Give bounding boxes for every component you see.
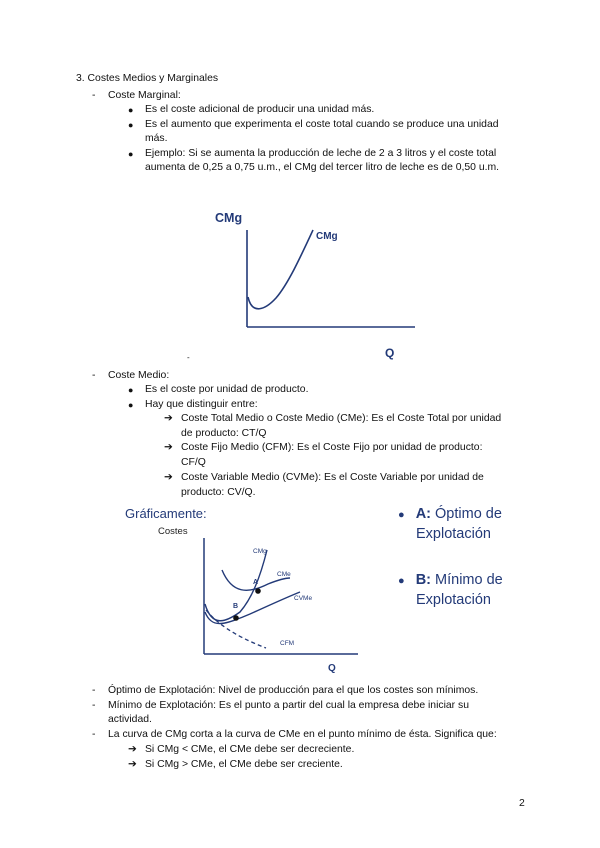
- marginal-bullet-3-cont: aumenta de 0,25 a 0,75 u.m., el CMg del tercer litro de leche es de 0,50 u.m.: [145, 162, 500, 173]
- bullet-dot: ●: [128, 385, 134, 395]
- list-dash: -: [92, 90, 96, 101]
- graph2-xlabel: Q: [328, 663, 336, 674]
- bullet-dot: ●: [128, 105, 134, 115]
- medio-sub-3-cont: producto: CV/Q.: [181, 487, 256, 498]
- list-dash: -: [92, 700, 96, 711]
- bottom-item-3: La curva de CMg corta a la curva de CMe en el punto mínimo de ésta. Significa que:: [108, 729, 497, 740]
- legend-a: [398, 505, 502, 544]
- graph2-ylabel: Costes: [158, 526, 188, 537]
- legend-a-line1: Óptimo de: [435, 506, 502, 522]
- label-cmg: CMg: [253, 548, 267, 555]
- legend-b-line2: Explotación: [416, 592, 491, 608]
- section-heading: 3. Costes Medios y Marginales: [76, 73, 219, 84]
- medio-title: Coste Medio:: [108, 370, 170, 381]
- legend-a-line2: Explotación: [416, 526, 491, 542]
- graph1-curve-label: CMg: [316, 231, 338, 242]
- medio-bullet-2: Hay que distinguir entre:: [145, 399, 258, 410]
- stray-mark: -: [187, 353, 190, 362]
- marginal-title: Coste Marginal:: [108, 90, 181, 101]
- list-dash: -: [92, 729, 96, 740]
- label-b: B: [233, 603, 239, 610]
- legend-b-line1: Mínimo de: [435, 572, 503, 588]
- bottom-item-1: Óptimo de Explotación: Nivel de producción para el que los costes son mínimos.: [108, 685, 479, 696]
- cost-curves-graph: [150, 520, 390, 680]
- cmg-curve: [248, 230, 313, 309]
- medio-bullet-1: Es el coste por unidad de producto.: [145, 384, 309, 395]
- point-b: [233, 615, 239, 621]
- bottom-item-2-cont: actividad.: [108, 714, 152, 725]
- list-dash: -: [92, 370, 96, 381]
- marginal-bullet-2: Es el aumento que experimenta el coste total cuando se produce una unidad: [145, 119, 499, 130]
- medio-sub-2-cont: CF/Q: [181, 457, 206, 468]
- medio-sub-1: Coste Total Medio o Coste Medio (CMe): Es el Coste Total por unidad: [181, 413, 502, 424]
- arrow-icon: ➔: [128, 759, 137, 770]
- marginal-bullet-3: Ejemplo: Si se aumenta la producción de leche de 2 a 3 litros y el coste total: [145, 148, 497, 159]
- label-cme: CMe: [277, 571, 291, 578]
- list-dash: -: [92, 685, 96, 696]
- medio-sub-3: Coste Variable Medio (CVMe): Es el Coste Variable por unidad de: [181, 472, 484, 483]
- arrow-icon: ➔: [164, 442, 173, 453]
- legend-dot: ●: [398, 575, 405, 587]
- label-a: A: [253, 579, 259, 586]
- cmg-graph: [200, 200, 460, 360]
- point-a: [255, 588, 261, 594]
- label-cvme: CVMe: [294, 595, 313, 602]
- bullet-dot: ●: [128, 120, 134, 130]
- legend-a-key: A:: [415, 506, 431, 522]
- graficamente-title: Gráficamente:: [125, 506, 207, 521]
- graph1-xlabel: Q: [385, 346, 395, 360]
- arrow-icon: ➔: [128, 744, 137, 755]
- arrow-icon: ➔: [164, 413, 173, 424]
- marginal-bullet-1: Es el coste adicional de producir una unidad más.: [145, 104, 375, 115]
- medio-sub-2: Coste Fijo Medio (CFM): Es el Coste Fijo por unidad de producto:: [181, 442, 483, 453]
- page-number: 2: [519, 798, 525, 809]
- bullet-dot: ●: [128, 400, 134, 410]
- graph1-ylabel: CMg: [215, 211, 243, 225]
- marginal-bullet-2-cont: más.: [145, 133, 168, 144]
- label-cfm: CFM: [280, 640, 295, 647]
- bottom-item-2: Mínimo de Explotación: Es el punto a partir del cual la empresa debe iniciar su: [108, 700, 469, 711]
- bullet-dot: ●: [128, 149, 134, 159]
- arrow-icon: ➔: [164, 472, 173, 483]
- legend-b-key: B:: [415, 572, 431, 588]
- legend-dot: ●: [398, 509, 405, 521]
- medio-sub-1-cont: de producto: CT/Q: [181, 428, 267, 439]
- cvme-curve: [205, 592, 300, 624]
- bottom-sub-1: Si CMg < CMe, el CMe debe ser decreciente.: [145, 744, 355, 755]
- legend-b: [398, 571, 503, 610]
- bottom-sub-2: Si CMg > CMe, el CMe debe ser creciente.: [145, 759, 343, 770]
